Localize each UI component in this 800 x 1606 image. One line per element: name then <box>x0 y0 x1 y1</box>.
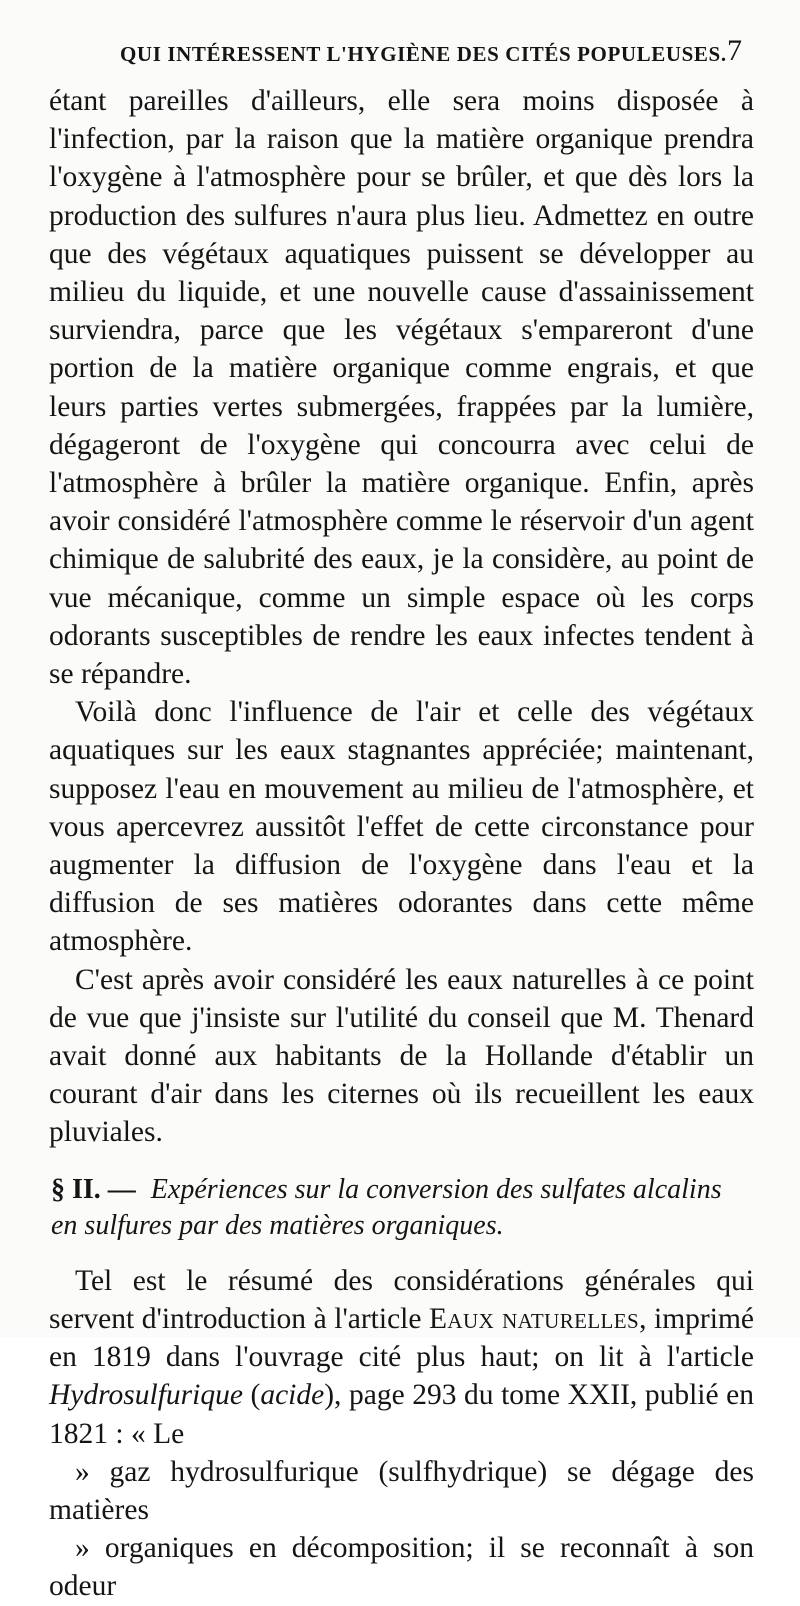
paragraph-4-text-3: ( <box>242 1379 261 1412</box>
paragraph-4-text-1: Tel est le résumé des considérations générales qui servent d'introduction à l'article <box>49 1264 754 1335</box>
quote-line-2: » organiques en décomposition; il se reconnaît à son odeur <box>49 1532 754 1603</box>
section-heading <box>49 1172 754 1244</box>
running-head: QUI INTÉRESSENT L'HYGIÈNE DES CITÉS POPULEUSES. <box>120 42 727 66</box>
page-number: 7 <box>727 34 742 67</box>
paragraph-4-text-4: ), page 293 du tome XXII, publié en 1821 : « Le <box>49 1379 754 1450</box>
paragraph-4 <box>49 1262 754 1606</box>
paragraph-4-smallcaps: Eaux naturelles <box>429 1302 640 1335</box>
paragraph-4-text-2: , imprimé en 1819 dans l'ouvrage cité plus haut; on lit à l'article <box>49 1302 754 1374</box>
quote-line-1: » gaz hydrosulfurique (sulfhydrique) se dégage des matières <box>49 1455 754 1526</box>
page-header <box>48 34 752 70</box>
section-number: § II. — <box>51 1173 136 1205</box>
paragraph-4-italic-1: Hydrosulfurique <box>49 1379 243 1412</box>
paragraph-3: C'est après avoir considéré les eaux naturelles à ce point de vue que j'insiste sur l'utilité du conseil que M. Thenard avait donné aux habitants de la Hollande d'établir un courant d'air dans les citernes où ils recueillent les eaux pluviales. <box>49 963 754 1149</box>
section-title: Expériences sur la conversion des sulfates alcalins en sulfures par des matières organiques. <box>51 1173 722 1241</box>
paragraph-4-italic-2: acide <box>260 1379 325 1412</box>
paragraph-2: Voilà donc l'influence de l'air et celle des végétaux aquatiques sur les eaux stagnantes appréciée; maintenant, supposez l'eau en mouvement au milieu de l'atmosphère, et vous apercevrez aussitôt l'effet de cette circonstance pour augmenter la diffusion de l'oxygène dans l'eau et la diffusion de ses matières odorantes dans cette même atmosphère. <box>49 696 754 958</box>
page-body <box>49 82 754 1606</box>
paragraph-1: étant pareilles d'ailleurs, elle sera moins disposée à l'infection, par la raison que la matière organique prendra l'oxygène à l'atmosphère pour se brûler, et que dès lors la production des sulfures n'aura plus lieu. Admettez en outre que des végétaux aquatiques puissent se développer au milieu du liquide, et une nouvelle cause d'assainissement surviendra, parce que les végétaux s'empareront d'une portion de la matière organique comme engrais, et que leurs parties vertes submergées, frappées par la lumière, dégageront de l'oxygène qui concourra avec celui de l'atmosphère à brûler la matière organique. Enfin, après avoir considéré l'atmosphère comme le réservoir d'un agent chimique de salubrité des eaux, je la considère, au point de vue mécanique, comme un simple espace où les corps odorants susceptibles de rendre les eaux infectes tendent à se répandre. <box>49 85 754 691</box>
